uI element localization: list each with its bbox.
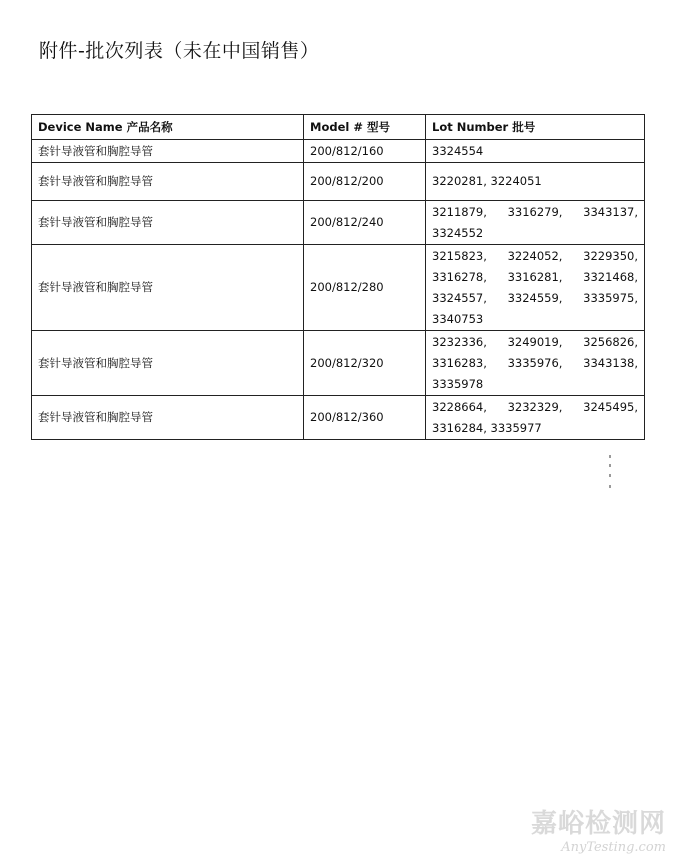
device-name-cell: 套针导液管和胸腔导管: [32, 331, 304, 396]
table-row: [32, 140, 645, 163]
table-row: [32, 201, 645, 245]
lot-number: 3229350,: [583, 249, 638, 263]
lot-number: 3316281,: [507, 270, 563, 284]
model-cell: 200/812/160: [304, 140, 426, 163]
lot-number: 3249019,: [507, 335, 563, 349]
table-header-row: [32, 115, 645, 140]
header-device-name: Device Name 产品名称: [32, 115, 304, 140]
lot-number-cell: [426, 245, 645, 331]
device-name-cell: 套针导液管和胸腔导管: [32, 245, 304, 331]
lot-number: 3324557,: [432, 291, 487, 305]
model-cell: 200/812/320: [304, 331, 426, 396]
lot-number: 3228664,: [432, 400, 487, 414]
lot-number: 3343138,: [583, 356, 638, 370]
table-row: [32, 163, 645, 201]
site-watermark: [531, 803, 666, 855]
lot-number: 3324554: [432, 144, 484, 158]
lot-number: 3245495,: [583, 400, 638, 414]
lot-number: 3220281, 3224051: [432, 174, 542, 188]
table-row: [32, 331, 645, 396]
lot-number: 3211879,: [432, 205, 487, 219]
model-cell: 200/812/360: [304, 396, 426, 440]
model-cell: 200/812/200: [304, 163, 426, 201]
device-name-cell: 套针导液管和胸腔导管: [32, 163, 304, 201]
header-lot-number: Lot Number 批号: [426, 115, 645, 140]
lot-number: 3335975,: [583, 291, 638, 305]
lot-number: 3232329,: [507, 400, 563, 414]
lot-number: 3343137,: [583, 205, 638, 219]
lot-number: 3335978: [432, 377, 484, 391]
page-title: 附件-批次列表（未在中国销售）: [39, 40, 320, 62]
lot-number: 3321468,: [583, 270, 638, 284]
device-name-cell: 套针导液管和胸腔导管: [32, 396, 304, 440]
lot-number-cell: [426, 163, 645, 201]
device-name-cell: 套针导液管和胸腔导管: [32, 140, 304, 163]
lot-number: 3335976,: [507, 356, 563, 370]
lot-number: 3316284, 3335977: [432, 421, 542, 435]
lot-number: 3316279,: [507, 205, 563, 219]
header-model: Model # 型号: [304, 115, 426, 140]
device-name-cell: 套针导液管和胸腔导管: [32, 201, 304, 245]
lot-number: 3324552: [432, 226, 484, 240]
lot-number: 3224052,: [507, 249, 563, 263]
lot-number: 3232336,: [432, 335, 487, 349]
model-cell: 200/812/280: [304, 245, 426, 331]
lot-number: 3215823,: [432, 249, 487, 263]
table-row: [32, 396, 645, 440]
lot-number-cell: [426, 201, 645, 245]
model-cell: 200/812/240: [304, 201, 426, 245]
lot-number: 3316278,: [432, 270, 487, 284]
lot-number: 3256826,: [583, 335, 638, 349]
lot-number: 3340753: [432, 312, 484, 326]
lot-number-cell: [426, 396, 645, 440]
lot-number-cell: [426, 140, 645, 163]
lot-number: 3324559,: [507, 291, 563, 305]
lot-table: [31, 114, 645, 440]
table-row: [32, 245, 645, 331]
scan-artifact-marks: [606, 455, 616, 493]
watermark-chinese: 嘉峪检测网: [530, 809, 666, 839]
lot-number: 3316283,: [432, 356, 487, 370]
watermark-english: AnyTesting.com: [561, 840, 666, 855]
lot-number-cell: [426, 331, 645, 396]
